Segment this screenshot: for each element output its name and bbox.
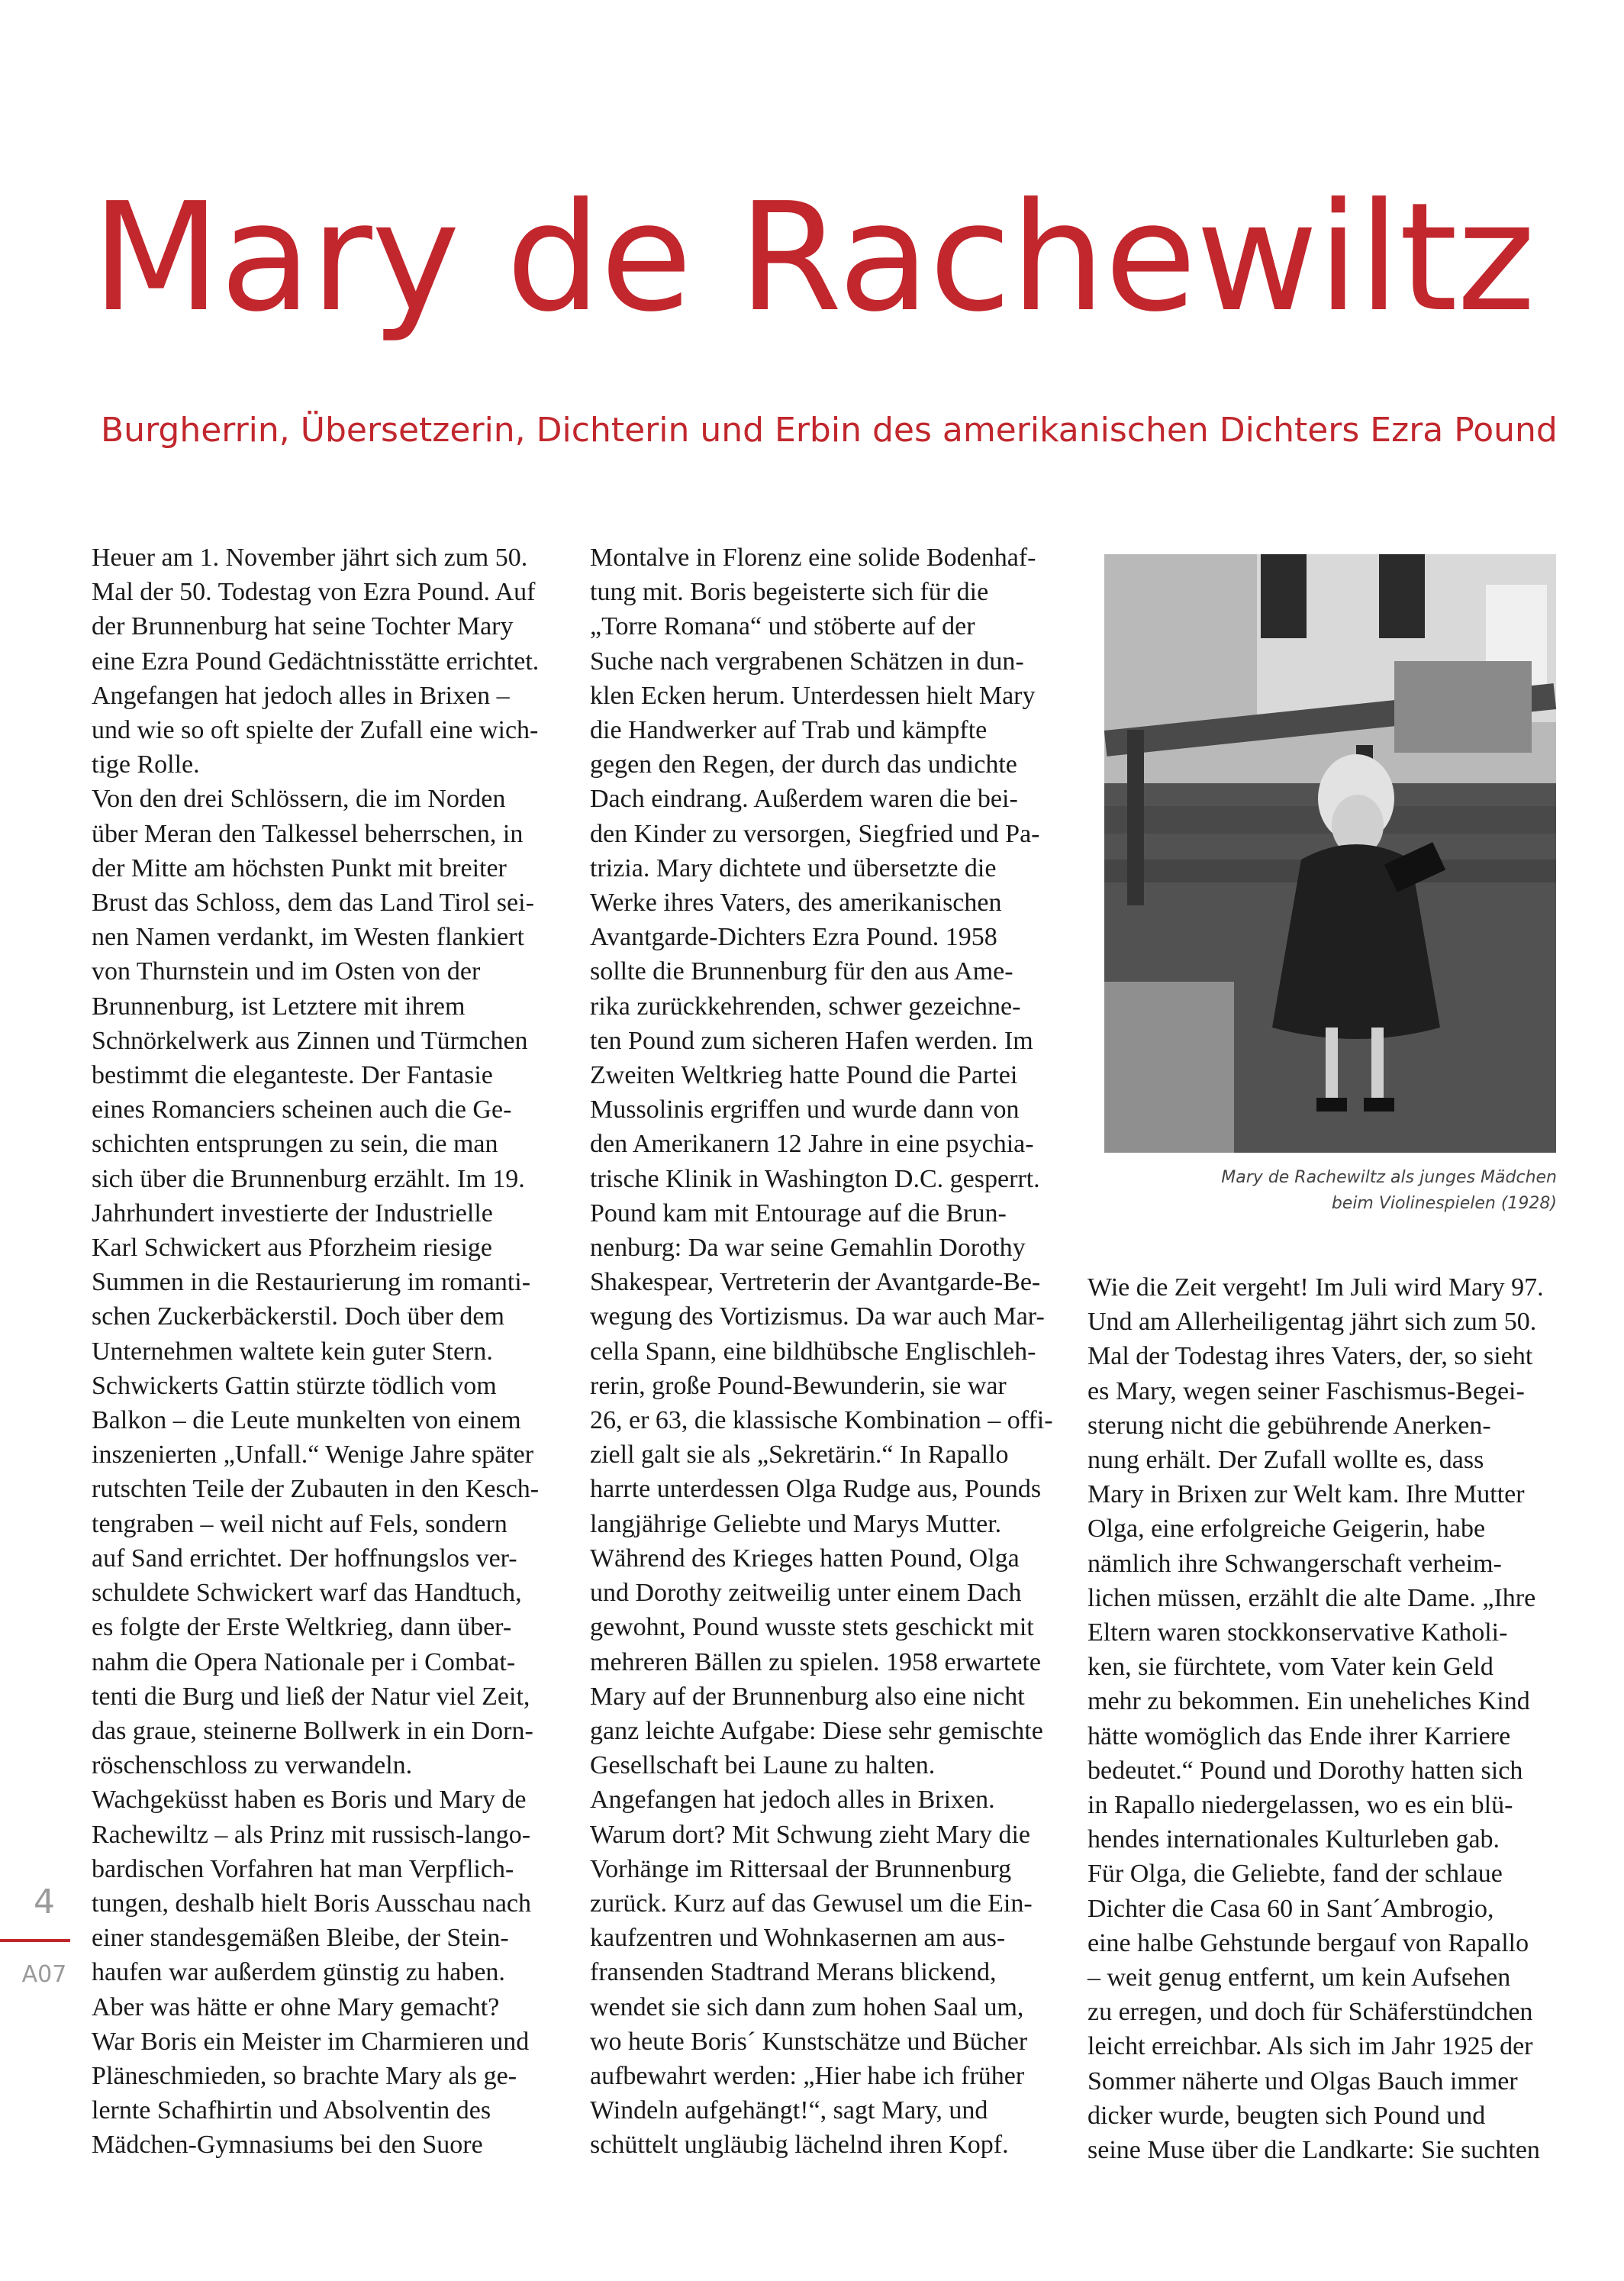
text-line: Brunnenburg, ist Letztere mit ihrem bbox=[92, 992, 466, 1021]
article-column-3 bbox=[1088, 1270, 1561, 2167]
text-line: den Kinder zu versorgen, Siegfried und Pa- bbox=[590, 819, 1040, 848]
text-line: Warum dort? Mit Schwung zieht Mary die bbox=[590, 1820, 1031, 1849]
text-line: die Handwerker auf Trab und kämpfte bbox=[590, 716, 988, 745]
text-line: Dach eindrang. Außerdem waren die bei- bbox=[590, 785, 1018, 814]
text-line: Während des Krieges hatten Pound, Olga bbox=[590, 1544, 1020, 1573]
text-line: nen Namen verdankt, im Westen flankiert bbox=[92, 923, 524, 952]
article-column-2 bbox=[590, 540, 1053, 2163]
text-line: „Torre Romana“ und stöberte auf der bbox=[590, 612, 975, 641]
photo-caption-line: beim Violinespielen (1928) bbox=[1331, 1194, 1557, 1213]
page-code: A07 bbox=[21, 1961, 67, 1988]
text-line: eines Romanciers scheinen auch die Ge- bbox=[92, 1095, 512, 1124]
text-line: nämlich ihre Schwangerschaft verheim- bbox=[1088, 1549, 1502, 1578]
text-line: Mary in Brixen zur Welt kam. Ihre Mutter bbox=[1088, 1480, 1525, 1509]
article-paragraph bbox=[92, 1783, 549, 2162]
text-line: wegung des Vortizismus. Da war auch Mar- bbox=[590, 1302, 1045, 1331]
text-line: lernte Schafhirtin und Absolventin des bbox=[92, 2096, 491, 2125]
text-line: sich über die Brunnenburg erzählt. Im 19. bbox=[92, 1164, 525, 1193]
text-line: sollte die Brunnenburg für den aus Ame- bbox=[590, 957, 1013, 986]
text-line: trizia. Mary dichtete und übersetzte die bbox=[590, 853, 997, 882]
text-line: Aber was hätte er ohne Mary gemacht? bbox=[92, 1992, 500, 2021]
text-line: Mal der Todestag ihres Vaters, der, so sieht bbox=[1088, 1342, 1533, 1371]
text-line: Schwickerts Gattin stürzte tödlich vom bbox=[92, 1371, 497, 1400]
text-line: der Mitte am höchsten Punkt mit breiter bbox=[92, 853, 507, 882]
photo-girl-with-violin bbox=[1104, 554, 1556, 1153]
text-line: aufbewahrt werden: „Hier habe ich früher bbox=[590, 2061, 1025, 2090]
text-line: Unternehmen waltete kein guter Stern. bbox=[92, 1337, 493, 1366]
text-line: seine Muse über die Landkarte: Sie suchten bbox=[1088, 2136, 1540, 2165]
text-line: Brust das Schloss, dem das Land Tirol sei- bbox=[92, 889, 534, 918]
text-line: War Boris ein Meister im Charmieren und bbox=[92, 2027, 530, 2056]
text-line: dicker wurde, beugten sich Pound und bbox=[1088, 2101, 1486, 2130]
page-number-rule bbox=[0, 1939, 70, 1942]
text-line: Rachewiltz – als Prinz mit russisch-lango- bbox=[92, 1820, 531, 1849]
text-line: es Mary, wegen seiner Faschismus-Begei- bbox=[1088, 1376, 1525, 1405]
text-line: mehreren Bällen zu spielen. 1958 erwartete bbox=[590, 1647, 1041, 1676]
article-paragraph bbox=[590, 1783, 1048, 2162]
page-title: Mary de Rachewiltz bbox=[92, 171, 1535, 345]
text-line: das graue, steinerne Bollwerk in ein Dorn- bbox=[92, 1716, 533, 1745]
text-line: Eltern waren stockkonservative Katholi- bbox=[1088, 1618, 1508, 1647]
text-line: hätte womöglich das Ende ihrer Karriere bbox=[1088, 1721, 1511, 1750]
text-line: Schnörkelwerk aus Zinnen und Türmchen bbox=[92, 1026, 528, 1055]
text-line: Karl Schwickert aus Pforzheim riesige bbox=[92, 1234, 492, 1263]
text-line: mehr zu bekommen. Ein uneheliches Kind bbox=[1088, 1687, 1530, 1716]
text-line: Montalve in Florenz eine solide Bodenhaf- bbox=[590, 544, 1036, 572]
text-line: lichen müssen, erzählt die alte Dame. „Ihre bbox=[1088, 1583, 1536, 1612]
text-line: und wie so oft spielte der Zufall eine wich- bbox=[92, 716, 539, 745]
article-paragraph bbox=[92, 782, 549, 1783]
text-line: sterung nicht die gebührende Anerken- bbox=[1088, 1411, 1491, 1440]
text-line: Suche nach vergrabenen Schätzen in dun- bbox=[590, 647, 1024, 676]
text-line: Zweiten Weltkrieg hatte Pound die Partei bbox=[590, 1061, 1018, 1090]
text-line: den Amerikanern 12 Jahre in eine psychia- bbox=[590, 1130, 1034, 1159]
text-line: Sommer näherte und Olgas Bauch immer bbox=[1088, 2066, 1518, 2095]
text-line: nahm die Opera Nationale per i Combat- bbox=[92, 1647, 516, 1676]
text-line: in Rapallo niedergelassen, wo es ein blü- bbox=[1088, 1791, 1513, 1820]
text-line: schen Zuckerbäckerstil. Doch über dem bbox=[92, 1302, 504, 1331]
text-line: wo heute Boris´ Kunstschätze und Bücher bbox=[590, 2027, 1028, 2056]
text-line: langjährige Geliebte und Marys Mutter. bbox=[590, 1509, 1002, 1538]
text-line: hendes internationales Kulturleben gab. bbox=[1088, 1825, 1500, 1854]
text-line: leicht erreichbar. Als sich im Jahr 1925 der bbox=[1088, 2032, 1533, 2061]
text-line: Pläneschmieden, so brachte Mary als ge- bbox=[92, 2061, 517, 2090]
text-line: zu erregen, und doch für Schäferstündchen bbox=[1088, 1998, 1533, 2027]
text-line: eine Ezra Pound Gedächtnisstätte errichtet. bbox=[92, 647, 540, 676]
text-line: ganz leichte Aufgabe: Diese sehr gemischte bbox=[590, 1716, 1043, 1745]
text-line: von Thurnstein und im Osten von der bbox=[92, 957, 481, 986]
text-line: Vorhänge im Rittersaal der Brunnenburg bbox=[590, 1854, 1012, 1883]
text-line: haufen war außerdem günstig zu haben. bbox=[92, 1958, 505, 1987]
text-line: Gesellschaft bei Laune zu halten. bbox=[590, 1751, 936, 1780]
text-line: 26, er 63, die klassische Kombination – offi- bbox=[590, 1406, 1053, 1435]
text-line: Dichter die Casa 60 in Sant´Ambrogio, bbox=[1088, 1894, 1494, 1923]
text-line: über Meran den Talkessel beherrschen, in bbox=[92, 819, 524, 848]
text-line: ten Pound zum sicheren Hafen werden. Im bbox=[590, 1026, 1033, 1055]
text-line: ken, sie fürchtete, vom Vater kein Geld bbox=[1088, 1653, 1494, 1682]
text-line: Für Olga, die Geliebte, fand der schlaue bbox=[1088, 1860, 1503, 1889]
photo-caption-line: Mary de Rachewiltz als junges Mädchen bbox=[1221, 1168, 1557, 1187]
text-line: schüttelt ungläubig lächelnd ihren Kopf. bbox=[590, 2131, 1009, 2160]
text-line: tengraben – weil nicht auf Fels, sondern bbox=[92, 1509, 508, 1538]
text-line: fransenden Stadtrand Merans blickend, bbox=[590, 1958, 997, 1987]
text-line: Werke ihres Vaters, des amerikanischen bbox=[590, 889, 1002, 918]
text-line: rerin, große Pound-Bewunderin, sie war bbox=[590, 1371, 1007, 1400]
text-line: schichten entsprungen zu sein, die man bbox=[92, 1130, 498, 1159]
text-line: zurück. Kurz auf das Gewusel um die Ein- bbox=[590, 1889, 1033, 1918]
text-line: der Brunnenburg hat seine Tochter Mary bbox=[92, 612, 514, 641]
text-line: klen Ecken herum. Unterdessen hielt Mary bbox=[590, 681, 1036, 710]
text-line: Jahrhundert investierte der Industrielle bbox=[92, 1199, 493, 1228]
text-line: Wie die Zeit vergeht! Im Juli wird Mary 97. bbox=[1088, 1273, 1544, 1302]
text-line: tige Rolle. bbox=[92, 750, 200, 779]
text-line: Mädchen-Gymnasiums bei den Suore bbox=[92, 2131, 483, 2160]
text-line: tung mit. Boris begeisterte sich für die bbox=[590, 578, 989, 607]
text-line: inszenierten „Unfall.“ Wenige Jahre später bbox=[92, 1441, 534, 1470]
text-line: auf Sand errichtet. Der hoffnungslos ver- bbox=[92, 1544, 517, 1573]
text-line: röschenschloss zu verwandeln. bbox=[92, 1751, 413, 1780]
text-line: Und am Allerheiligentag jährt sich zum 50. bbox=[1088, 1308, 1537, 1337]
text-line: kaufzentren und Wohnkasernen am aus- bbox=[590, 1924, 1006, 1953]
text-line: bedeutet.“ Pound und Dorothy hatten sich bbox=[1088, 1756, 1523, 1785]
text-line: Von den drei Schlössern, die im Norden bbox=[92, 785, 506, 814]
text-line: Mussolinis ergriffen und wurde dann von bbox=[590, 1095, 1020, 1124]
article-column-1 bbox=[92, 540, 549, 2163]
article-paragraph bbox=[1088, 1270, 1561, 2167]
text-line: Avantgarde-Dichters Ezra Pound. 1958 bbox=[590, 923, 997, 952]
text-line: eine halbe Gehstunde bergauf von Rapallo bbox=[1088, 1928, 1529, 1957]
text-line: schuldete Schwickert warf das Handtuch, bbox=[92, 1579, 522, 1608]
text-line: tungen, deshalb hielt Boris Ausschau nach bbox=[92, 1889, 532, 1918]
text-line: cella Spann, eine bildhübsche Englischleh- bbox=[590, 1337, 1036, 1366]
text-line: nung erhält. Der Zufall wollte es, dass bbox=[1088, 1446, 1484, 1475]
text-line: Shakespear, Vertreterin der Avantgarde-Be- bbox=[590, 1268, 1041, 1297]
page-subtitle: Burgherrin, Übersetzerin, Dichterin und Erbin des amerikanischen Dichters Ezra Pound bbox=[101, 411, 1558, 450]
text-line: bestimmt die eleganteste. Der Fantasie bbox=[92, 1061, 493, 1090]
text-line: trische Klinik in Washington D.C. gesperrt. bbox=[590, 1164, 1040, 1193]
text-line: Mal der 50. Todestag von Ezra Pound. Auf bbox=[92, 578, 536, 607]
text-line: Olga, eine erfolgreiche Geigerin, habe bbox=[1088, 1515, 1486, 1544]
text-line: tenti die Burg und ließ der Natur viel Zeit, bbox=[92, 1682, 530, 1711]
photo-caption bbox=[1091, 1165, 1557, 1217]
text-line: nenburg: Da war seine Gemahlin Dorothy bbox=[590, 1234, 1026, 1263]
text-line: Angefangen hat jedoch alles in Brixen. bbox=[590, 1786, 995, 1815]
page-number: 4 bbox=[34, 1883, 55, 1921]
text-line: rika zurückkehrenden, schwer gezeichne- bbox=[590, 992, 1021, 1021]
text-line: Summen in die Restaurierung im romanti- bbox=[92, 1268, 531, 1297]
text-line: gewohnt, Pound wusste stets geschickt mit bbox=[590, 1613, 1034, 1642]
text-line: gegen den Regen, der durch das undichte bbox=[590, 750, 1017, 779]
text-line: harrte unterdessen Olga Rudge aus, Pounds bbox=[590, 1475, 1042, 1504]
text-line: Windeln aufgehängt!“, sagt Mary, und bbox=[590, 2096, 988, 2125]
text-line: bardischen Vorfahren hat man Verpflich- bbox=[92, 1854, 514, 1883]
article-paragraph bbox=[92, 540, 549, 782]
article-paragraph bbox=[590, 540, 1053, 1783]
text-line: es folgte der Erste Weltkrieg, dann über- bbox=[92, 1613, 512, 1642]
text-line: wendet sie sich dann zum hohen Saal um, bbox=[590, 1992, 1024, 2021]
text-line: und Dorothy zeitweilig unter einem Dach bbox=[590, 1579, 1022, 1608]
text-line: Angefangen hat jedoch alles in Brixen – bbox=[92, 681, 510, 710]
text-line: einer standesgemäßen Bleibe, der Stein- bbox=[92, 1924, 509, 1953]
text-line: Wachgeküsst haben es Boris und Mary de bbox=[92, 1786, 527, 1815]
text-line: Mary auf der Brunnenburg also eine nicht bbox=[590, 1682, 1025, 1711]
text-line: ziell galt sie als „Sekretärin.“ In Rapallo bbox=[590, 1441, 1009, 1470]
text-line: – weit genug entfernt, um kein Aufsehen bbox=[1088, 1963, 1511, 1992]
text-line: Pound kam mit Entourage auf die Brun- bbox=[590, 1199, 1007, 1228]
text-line: rutschten Teile der Zubauten in den Kesch- bbox=[92, 1475, 540, 1504]
text-line: Heuer am 1. November jährt sich zum 50. bbox=[92, 544, 528, 572]
text-line: Balkon – die Leute munkelten von einem bbox=[92, 1406, 521, 1435]
